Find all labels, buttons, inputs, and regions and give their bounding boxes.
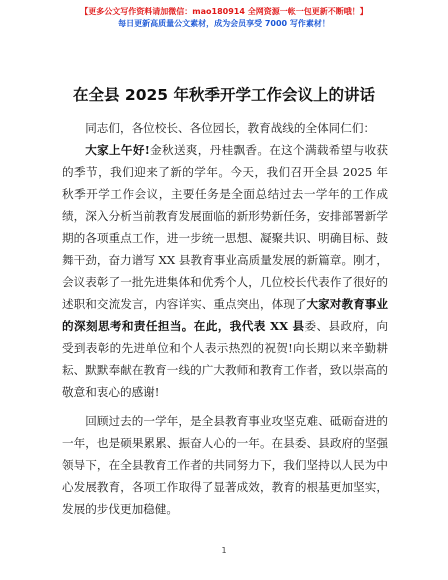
paragraph-1-body: 金秋送爽，丹桂飘香。在这个满载希望与收获的季节，我们迎来了新的学年。今天，我们召开全县 2025 年秋季开学工作会议，主要任务是全面总结过去一学年的工作成绩，深入分析当前教育发展面临的新形势新任务，安排部署新学期的各项重点工作，进一步统一思想、凝聚共识、明确目标、鼓舞干劲，奋力谱写 XX 县教育事业高质量发展的新篇章。刚才，会议表彰了一批先进集体和优秀个人，几位校长代表作了很好的述职和交流发言，内容详实、重点突出，体现了 <box>62 143 388 311</box>
promo-banner <box>0 6 448 30</box>
promo-banner-line-1: 【更多公文写作资料请加微信：mao180914 全网资源一帐一包更新不断哦！】 <box>80 7 368 16</box>
paragraph-1-tail: 委、县政府，向受到表彰的先进单位和个人表示热烈的祝贺!向长期以来辛勤耕耘、默默奉献在教育一线的广大教师和教育工作者，致以崇高的敬意和衷心的感谢! <box>62 319 388 399</box>
paragraph-1-emphasis-2: 我代表 XX 县 <box>229 319 305 333</box>
promo-banner-line-2: 每日更新高质量公文素材，成为会员享受 7000 写作素材！ <box>118 19 330 28</box>
paragraph-2: 回顾过去的一学年，是全县教育事业攻坚克难、砥砺奋进的一年，也是硕果累累、振奋人心的一年。在县委、县政府的坚强领导下，在全县教育工作者的共同努力下，我们坚持以人民为中心发展教育，各项工作取得了显著成效，教育的根基更加坚实，发展的步伐更加稳健。 <box>62 414 388 516</box>
salutation: 同志们，各位校长、各位园长，教育战线的全体同仁们： <box>85 121 376 135</box>
greeting: 大家上午好! <box>85 143 150 157</box>
paragraph-1 <box>62 139 388 403</box>
document-body <box>62 117 388 520</box>
page-number: 1 <box>221 546 227 555</box>
paragraph-1-emphasis: 大家对教育事业的深刻思考和责任担当。在此， <box>62 297 388 333</box>
document-title: 在全县 2025 年秋季开学工作会议上的讲话 <box>73 86 375 104</box>
